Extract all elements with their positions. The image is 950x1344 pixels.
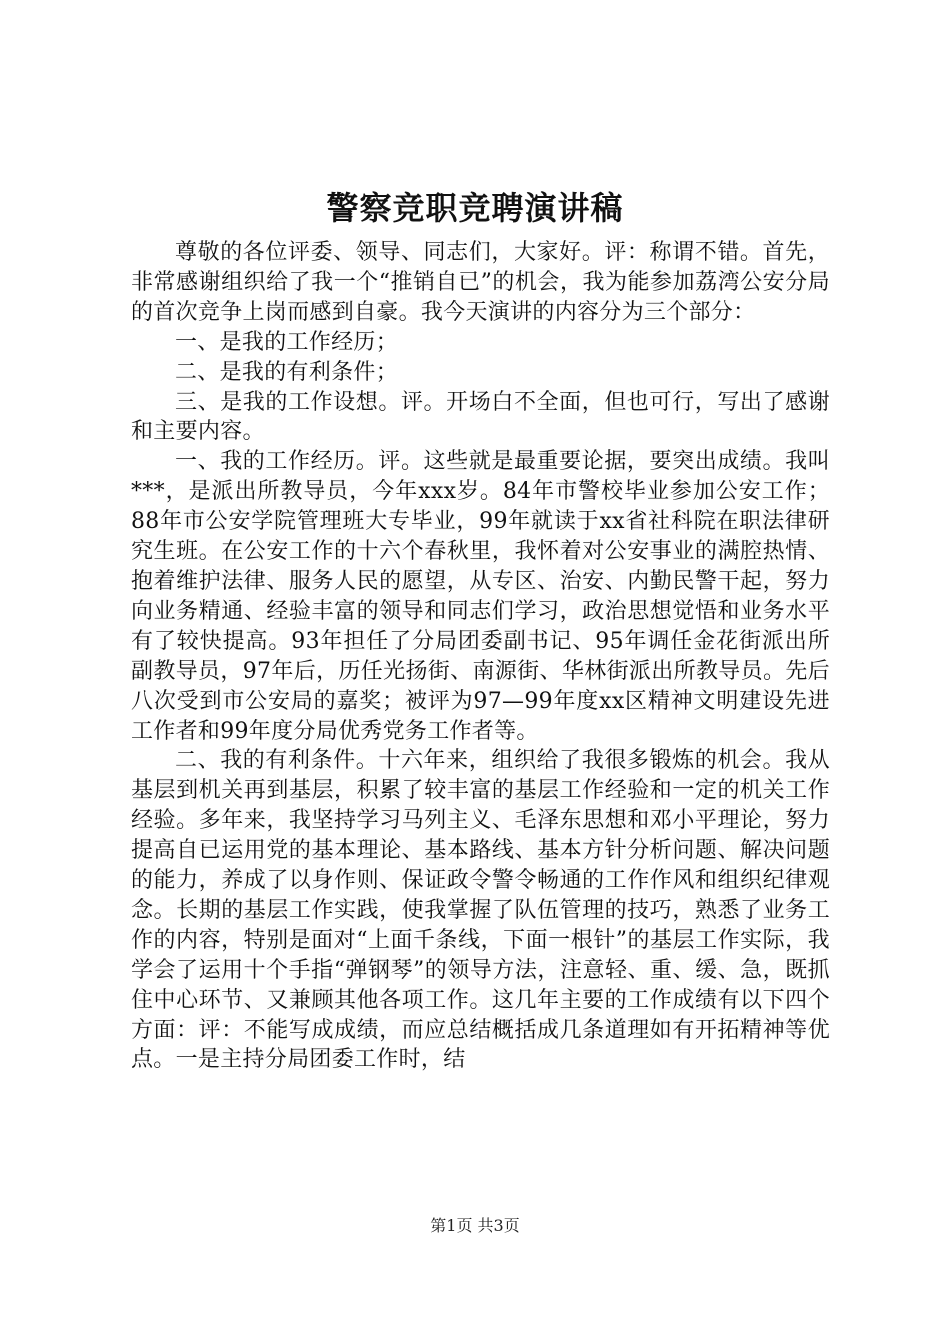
paragraph-advantages: 二、我的有利条件。十六年来，组织给了我很多锻炼的机会。我从基层到机关再到基层，积累了较丰富的基层工作经验和一定的机关工作经验。多年来，我坚持学习马列主义、毛泽东思想和邓小平理论，努力提高自已运用党的基本理论、基本路线、基本方针分析问题、解决问题的能力，养成了以身作则、保证政令警令畅通的工作作风和组织纪律观念。长期的基层工作实践，使我掌握了队伍管理的技巧，熟悉了业务工作的内容，特别是面对“上面千条线，下面一根针”的基层工作实际，我学会了运用十个手指“弹钢琴”的领导方法，注意轻、重、缓、急，既抓住中心环节、又兼顾其他各项工作。这几年主要的工作成绩有以下四个方面：评：不能写成成绩，而应总结概括成几条道理如有开拓精神等优点。一是主持分局团委工作时，结 bbox=[131, 748, 830, 1073]
paragraph-outline-1: 一、是我的工作经历； bbox=[175, 329, 399, 355]
document-body bbox=[131, 238, 830, 1075]
paragraph-work-experience: 一、我的工作经历。评。这些就是最重要论据，要突出成绩。我叫***，是派出所教导员，今年xxx岁。84年市警校毕业参加公安工作；88年市公安学院管理班大专毕业，99年就读于xx省社科院在职法律研究生班。在公安工作的十六个春秋里，我怀着对公安事业的满腔热情、抱着维护法律、服务人民的愿望，从专区、治安、内勤民警干起，努力向业务精通、经验丰富的领导和同志们学习，政治思想觉悟和业务水平有了较快提高。93年担任了分局团委副书记、95年调任金花街派出所副教导员，97年后，历任光扬街、南源街、华林街派出所教导员。先后八次受到市公安局的嘉奖；被评为97—99年度xx区精神文明建设先进工作者和99年度分局优秀党务工作者等。 bbox=[131, 449, 830, 744]
paragraph-outline-3: 三、是我的工作设想。评。开场白不全面，但也可行，写出了感谢和主要内容。 bbox=[131, 389, 830, 445]
page-number: 第1页 共3页 bbox=[430, 1216, 520, 1235]
document-title: 警察竞职竞聘演讲稿 bbox=[326, 189, 624, 227]
paragraph-outline-2: 二、是我的有利条件； bbox=[175, 359, 399, 385]
paragraph-greeting: 尊敬的各位评委、领导、同志们，大家好。评：称谓不错。首先，非常感谢组织给了我一个“推销自已”的机会，我为能参加荔湾公安分局的首次竞争上岗而感到自豪。我今天演讲的内容分为三个部分： bbox=[131, 240, 830, 325]
